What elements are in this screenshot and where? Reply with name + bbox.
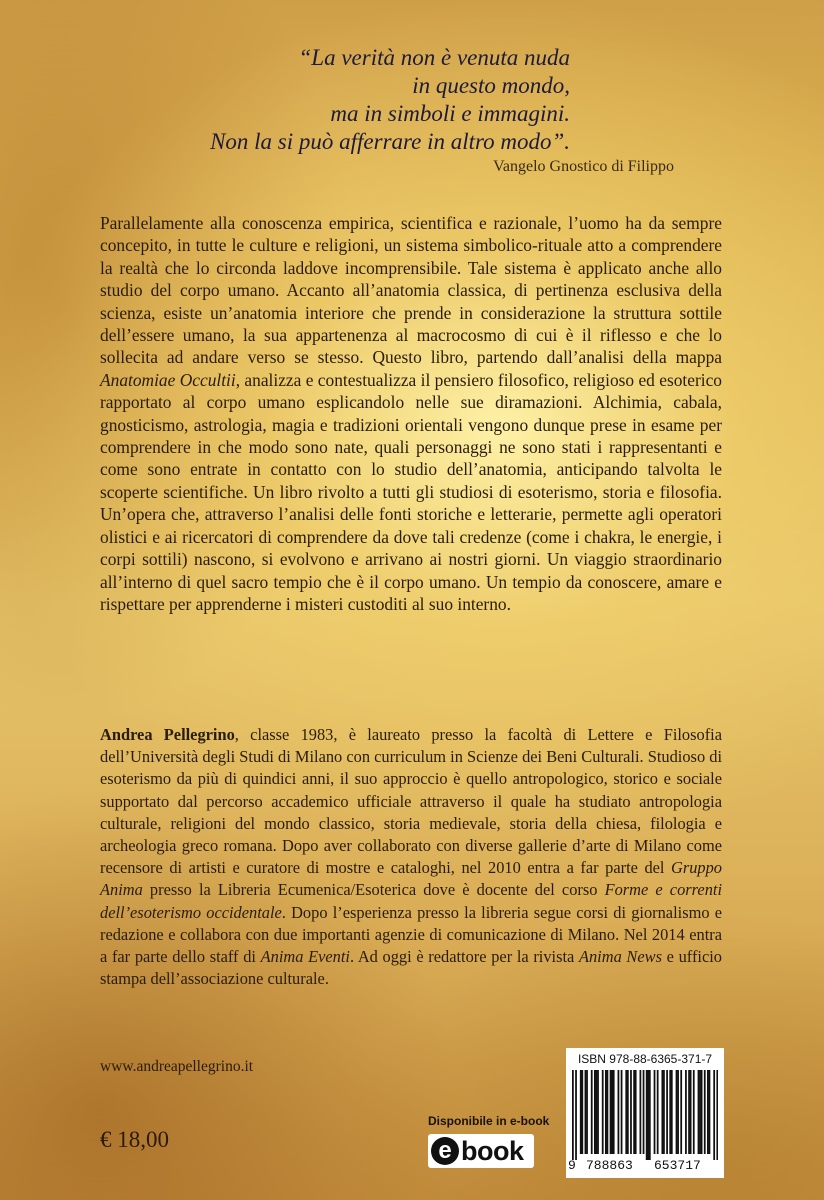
barcode-bar bbox=[646, 1070, 648, 1160]
barcode-bar bbox=[586, 1070, 588, 1154]
ebook-availability-label: Disponibile in e-book bbox=[428, 1114, 550, 1128]
barcode-bar bbox=[625, 1070, 627, 1154]
barcode-bar bbox=[597, 1070, 599, 1154]
barcode-bar bbox=[685, 1070, 687, 1154]
barcode-bar bbox=[716, 1070, 718, 1160]
author-website: www.andreapellegrino.it bbox=[100, 1058, 254, 1075]
barcode-bar bbox=[688, 1070, 690, 1154]
barcode-bar bbox=[657, 1070, 659, 1154]
bio-text: . Ad oggi è redattore per la rivista bbox=[349, 947, 579, 967]
barcode-bar bbox=[669, 1070, 671, 1154]
barcode-bar bbox=[663, 1070, 665, 1154]
barcode-bar bbox=[643, 1070, 645, 1154]
isbn-barcode bbox=[566, 1048, 724, 1178]
quote-source: Vangelo Gnostico di Filippo bbox=[493, 158, 674, 175]
barcode-bar bbox=[602, 1070, 604, 1154]
price: € 18,00 bbox=[100, 1127, 169, 1152]
barcode-bar bbox=[698, 1070, 700, 1154]
barcode-bar bbox=[591, 1070, 593, 1154]
barcode-bar bbox=[649, 1070, 651, 1160]
barcode-bar bbox=[572, 1070, 574, 1160]
quote-line: ma in simboli e immagini. bbox=[330, 101, 570, 126]
barcode-bar bbox=[666, 1070, 668, 1154]
barcode-bar bbox=[701, 1070, 703, 1154]
epigraph-quote bbox=[0, 44, 570, 156]
barcode-bar bbox=[627, 1070, 629, 1154]
barcode-bar bbox=[618, 1070, 620, 1154]
quote-line: Non la si può afferrare in altro modo”. bbox=[210, 129, 570, 154]
bio-text: e ufficio stampa dell’associazione culturale. bbox=[100, 947, 722, 989]
barcode-bar bbox=[677, 1070, 679, 1154]
description-text: Parallelamente alla conoscenza empirica, scientifica e razionale, l’uomo ha da sempre concepito, in tutte le culture e religioni, un sistema simbolico-rituale atto a comprendere la realtà che lo circonda laddove incomprensibile. Tale sistema è applicato anche allo studio del corpo umano. Accanto all’anatomia classica, di pertinenza esclusiva della scienza, esiste un’anatomia interiore che prende in considerazione la struttura sottile dell’essere umano, la sua appartenenza al macrocosmo di cui è il riflesso e che lo sollecita ad andare verso se stesso. Questo libro, partendo dall’analisi della mappa bbox=[100, 213, 722, 368]
author-bio bbox=[100, 724, 722, 990]
bio-text: . Dopo l’esperienza presso la libreria segue corsi di giornalismo e redazione e collabora con due importanti agenzie di comunicazione di Milano. Nel 2014 entra a far parte dello staff di bbox=[100, 902, 722, 967]
barcode-bar bbox=[580, 1070, 582, 1154]
ebook-e-icon: e bbox=[431, 1137, 459, 1165]
barcode-bar bbox=[630, 1070, 632, 1154]
barcode-bar bbox=[713, 1070, 715, 1160]
barcode-bar bbox=[693, 1070, 695, 1154]
barcode-bar bbox=[605, 1070, 607, 1154]
barcode-bar bbox=[635, 1070, 637, 1154]
group-name: Gruppo Anima bbox=[100, 858, 722, 900]
barcode-bar bbox=[654, 1070, 656, 1154]
map-title: Anatomiae Occultii bbox=[100, 369, 236, 390]
barcode-bar bbox=[699, 1070, 701, 1154]
barcode-bar bbox=[709, 1070, 711, 1154]
barcode-bar bbox=[704, 1070, 706, 1154]
barcode-bar bbox=[680, 1070, 682, 1154]
barcode-bar bbox=[610, 1070, 612, 1154]
barcode-bar bbox=[613, 1070, 615, 1154]
barcode-bar bbox=[607, 1070, 609, 1154]
barcode-bar bbox=[707, 1070, 709, 1154]
barcode-bars bbox=[572, 1070, 718, 1160]
barcode-bar bbox=[585, 1070, 587, 1154]
barcode-right-digits: 653717 bbox=[654, 1158, 701, 1173]
barcode-bar bbox=[671, 1070, 673, 1154]
barcode-bar bbox=[647, 1070, 649, 1160]
barcode-bar bbox=[676, 1070, 678, 1154]
bio-text: , classe 1983, è laureato presso la facoltà di Lettere e Filosofia dell’Università degli Studi di Milano con curriculum in Scienze dei Beni Culturali. Studioso di esoterismo da più di quindici anni, il suo approccio è quello antropologico, storico e sociale supportato dal percorso accademico ufficiale attraverso il quale ha studiato antropologia culturale, religioni del mondo classico, storia medievale, storia della chiesa, filologia e archeologia greco romana. Dopo aver collaborato con diverse gallerie d’arte di Milano come recensore di artisti e curatore di mostre e cataloghi, nel 2010 entra a far parte del bbox=[100, 725, 722, 878]
isbn-number: ISBN 978-88-6365-371-7 bbox=[577, 1052, 713, 1066]
barcode-bar bbox=[661, 1070, 663, 1154]
barcode-bar bbox=[633, 1070, 635, 1154]
barcode-bar bbox=[611, 1070, 613, 1154]
book-description bbox=[100, 212, 722, 615]
description-text: , analizza e contestualizza il pensiero filosofico, religioso ed esoterico rapportato al corpo umano esplicandolo nelle sue diramazioni. Alchimia, cabala, gnosticismo, astrologia, magia e tradizioni orientali vengono dunque prese in esame per comprendere in che modo sono nate, quali personaggi ne sono stati i rappresentanti e come sono entrate in contatto con lo studio dell’anatomia, anticipando talvolta le scoperte scientifiche. Un libro rivolto a tutti gli studiosi di esoterismo, storia e filosofia. Un’opera che, attraverso l’analisi delle fonti storiche e letterarie, permette agli operatori olistici e ai ricercatori di comprendere da dove tali credenze (come i chakra, le energie, i corpi sottili) nascono, si evolvono e arrivano ai nostri giorni. Un viaggio straordinario all’interno di quel sacro tempio che è il corpo umano. Un tempio da conoscere, amare e rispettare per apprenderne i misteri custoditi al suo interno. bbox=[100, 369, 722, 614]
ebook-logo-text: book bbox=[461, 1135, 524, 1166]
barcode-first-digit: 9 bbox=[568, 1158, 576, 1173]
barcode-bar bbox=[640, 1070, 642, 1154]
quote-line: in questo mondo, bbox=[412, 73, 570, 98]
author-name: Andrea Pellegrino bbox=[100, 725, 235, 744]
barcode-left-digits: 788863 bbox=[586, 1158, 633, 1173]
course-name: Forme e correnti dell’esoterismo occidentale bbox=[100, 880, 722, 922]
ebook-logo bbox=[428, 1134, 534, 1168]
barcode-bar bbox=[581, 1070, 583, 1154]
events-name: Anima Eventi bbox=[260, 947, 350, 967]
quote-line: “La verità non è venuta nuda bbox=[298, 45, 570, 70]
barcode-bar bbox=[621, 1070, 623, 1154]
barcode-bar bbox=[575, 1070, 577, 1160]
bio-text: presso la Libreria Ecumenica/Esoterica dove è docente del corso bbox=[142, 880, 605, 900]
barcode-bar bbox=[596, 1070, 598, 1154]
barcode-bar bbox=[690, 1070, 692, 1154]
barcode-bar bbox=[594, 1070, 596, 1154]
magazine-name: Anima News bbox=[578, 947, 662, 967]
